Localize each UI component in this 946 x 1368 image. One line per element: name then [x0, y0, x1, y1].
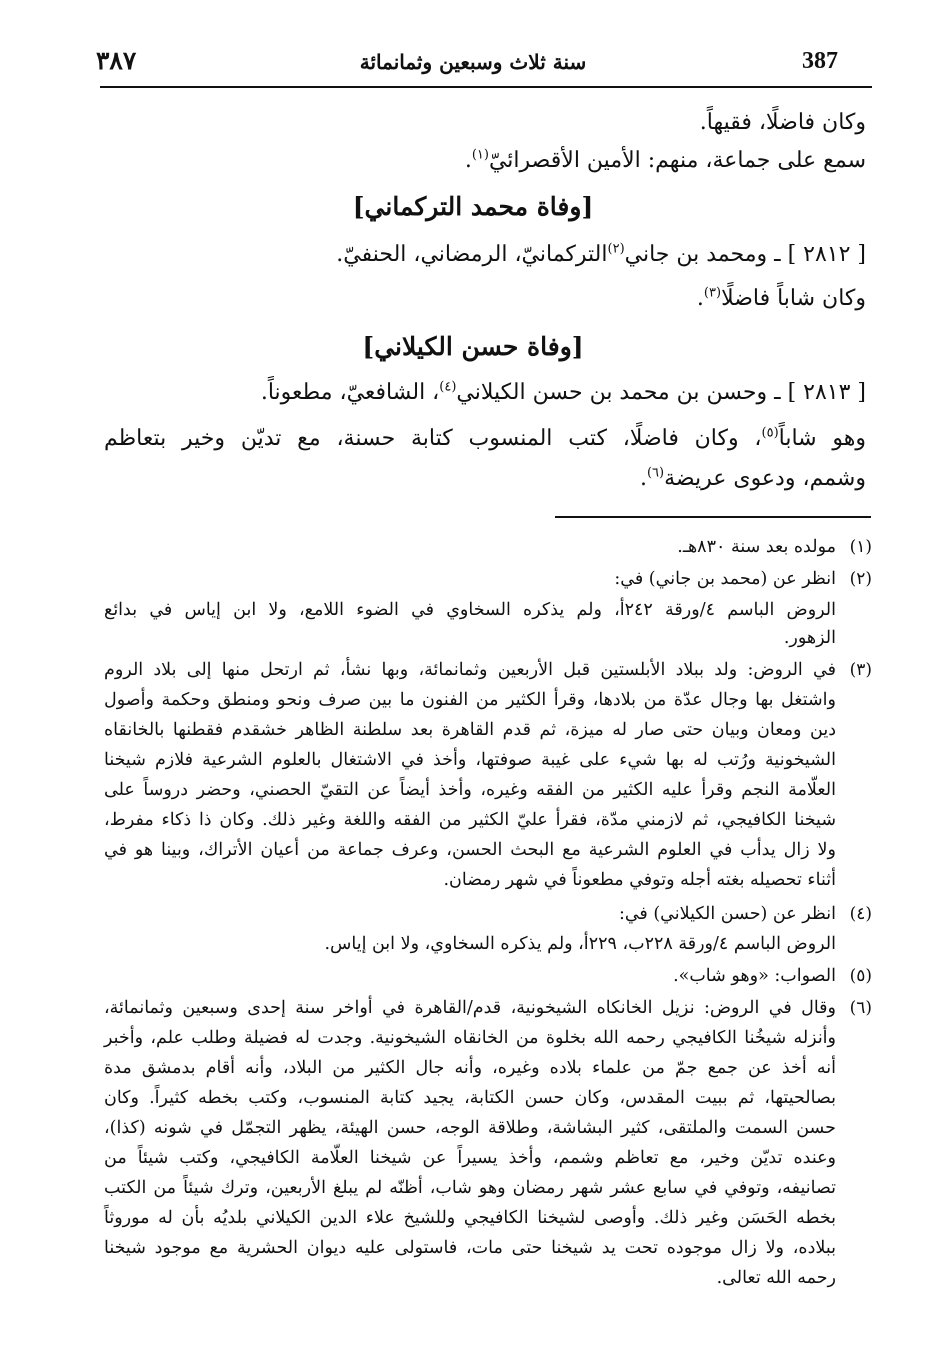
- footnote-ref: (٢): [607, 241, 625, 257]
- footnote-line: ولا زال يدأب في العلوم الشرعية مع البحث الحسن، وعرف جماعة من أعيان الأتراك، وبينا هو في: [104, 840, 836, 860]
- intro-line-1: وكان فاضلًا، فقيهاً.: [699, 110, 866, 135]
- footnote-line: بصالحيتها، ثم ببيت المقدس، وكان حسن الكتابة، يجيد كتابة المنسوب، وكتب بخطه كثيراً. وكان: [104, 1088, 836, 1108]
- entry-2813-line-3: وشمم، ودعوى عريضة$^{(٦)}$.: [639, 465, 866, 491]
- footnote-line: تصانيفه، وتوفي في سابع عشر شهر رمضان وهو شاب، أظنّه لم يبلغ الأربعين، وترك شيئاً من الكتب: [104, 1178, 836, 1198]
- entry-2812-line-1: [ ٢٨١٢ ] ـ ومحمد بن جاني$^{(٢)}$التركمانيّ، الرمضاني، الحنفيّ.: [336, 241, 866, 267]
- footnote-line: واشتغل بها وجال عدّة من بلادها، وقرأ الكثير من الفنون ما بين صرف ونحو ومنطق وحكمة وأصول: [104, 690, 836, 710]
- footnote-line: أثناء تحصيله بغته أجله وتوفي مطعوناً في شهر رمضان.: [443, 870, 836, 890]
- footnote-number: (٢): [849, 569, 872, 589]
- footnote-line: وعنده تديّن وخير، مع تعاظم وشمم، وأخذ يسيراً عن شيخنا العلّامة الكافيجي، وكتب شيئاً من: [104, 1148, 836, 1168]
- footnote-line: حسن السمت والملتقى، كثير البشاشة، وطلاقة الوجه، حسن الهيئة، يظهر التجمّل في شونه (كذا)،: [104, 1118, 836, 1138]
- footnote-line: ببلاده، ولا زال موجوده تحت يد شيخنا حتى مات، فاستولى عليه ديوان الحشرية مع موجود شيخنا: [104, 1238, 836, 1258]
- footnote-number: (٦): [849, 998, 872, 1018]
- footnote-line: الصواب: «وهو شاب».: [673, 966, 836, 986]
- section-heading-hasan-kilani: [وفاة حسن الكيلاني]: [362, 332, 584, 361]
- footnote-number: (٥): [849, 966, 872, 986]
- footnote-line: شيخنا الكافيجي، ثم لازمني مدّة، فقرأ عليّ الكثير من الفقه واللغة وغير ذلك. وكان ذا ذكاء مفرط،: [104, 810, 836, 830]
- entry-2812-line-2: وكان شاباً فاضلًا$^{(٣)}$.: [696, 285, 866, 311]
- footnote-ref: (٦): [646, 465, 665, 481]
- footnote-line: الروض الباسم ٤/ورقة ٢٤٢أ، ولم يذكره السخاوي في الضوء اللامع، ولا ابن إياس في بدائع: [104, 600, 837, 620]
- section-heading-mohammad-turkmani: [وفاة محمد التركماني]: [352, 192, 594, 221]
- footnote-line: وأنزله شيخُنا الكافيجي رحمه الله بخلوة من الخانقاه الشيخونية. وجدت له فضيلة وطلب علم، وأخبر: [104, 1028, 836, 1048]
- running-title: سنة ثلاث وسبعين وثمانمائة: [359, 50, 587, 74]
- entry-2813-line-2: وهو شاباً$^{(٥)}$، وكان فاضلًا، كتب المنسوب كتابة حسنة، مع تديّن وخير بتعاظم: [104, 425, 867, 451]
- footnote-line: انظر عن (حسن الكيلاني) في:: [618, 904, 836, 924]
- page-number-latin: 387: [802, 48, 838, 74]
- footnote-ref: (١): [471, 147, 489, 163]
- intro-line-2: سمع على جماعة، منهم: الأمين الأقصرائيّ$^{(١)}$.: [464, 147, 866, 173]
- footnote-number: (١): [849, 537, 872, 557]
- footnote-line: وقال في الروض: نزيل الخانكاه الشيخونية، قدم/القاهرة في أواخر سنة إحدى وسبعين وثمانمائة،: [104, 998, 836, 1018]
- footnote-line: الروض الباسم ٤/ورقة ٢٢٨ب، ٢٢٩أ، ولم يذكره السخاوي، ولا ابن إياس.: [324, 934, 836, 954]
- footnote-ref: (٣): [703, 285, 722, 301]
- footnote-line: في الروض: ولد ببلاد الأبلستين قبل الأربعين وثمانمائة، وبها نشأ، ثم ارتحل منها إلى بلاد الروم: [104, 660, 836, 680]
- footnote-number: (٣): [849, 660, 872, 680]
- footnote-line: مولده بعد سنة ٨٣٠هـ.: [677, 537, 836, 557]
- footnote-ref: (٤): [439, 379, 457, 395]
- footnote-line: انظر عن (محمد بن جاني) في:: [614, 569, 836, 589]
- footnote-number: (٤): [849, 904, 872, 924]
- footnote-separator: [555, 516, 871, 518]
- header-rule: [100, 86, 872, 88]
- footnote-ref: (٥): [761, 425, 779, 441]
- footnote-line: بخطه الحَسَن وغير ذلك. وأوصى لشيخنا الكافيجي وللشيخ علاء الدين الكيلاني بلديُه بأن له موروثاً: [104, 1208, 836, 1228]
- footnote-line: الزهور.: [783, 628, 836, 648]
- footnote-line: رحمه الله تعالى.: [716, 1268, 836, 1288]
- page-number-arabic: ٣٨٧: [96, 46, 137, 75]
- footnote-line: دين ومعان وبيان حتى صار له ميزة، ثم قدم القاهرة بعد سلطنة الظاهر خشقدم فقطنها بالخانقاه: [104, 720, 836, 740]
- footnote-line: الشيخونية ورُتب له بها شيء على غيبة صوفتها، وأخذ في الاشتغال بالعلوم الشرعية فلازم شيخنا: [104, 750, 836, 770]
- footnote-line: العلّامة النجم وقرأ عليه الكثير من الفقه وغيره، وأخذ أيضاً عن التقيّ الحصني، وحضر دروساً على: [104, 780, 836, 800]
- entry-2813-line-1: [ ٢٨١٣ ] ـ وحسن بن محمد بن حسن الكيلاني$^{(٤)}$، الشافعيّ، مطعوناً.: [260, 379, 866, 405]
- footnote-line: أنه أخذ عن جمع جمّ من علماء بلاده وغيره، وأنه جال الكثير من البلاد، وأنه أقام بدمشق مدة: [104, 1058, 836, 1078]
